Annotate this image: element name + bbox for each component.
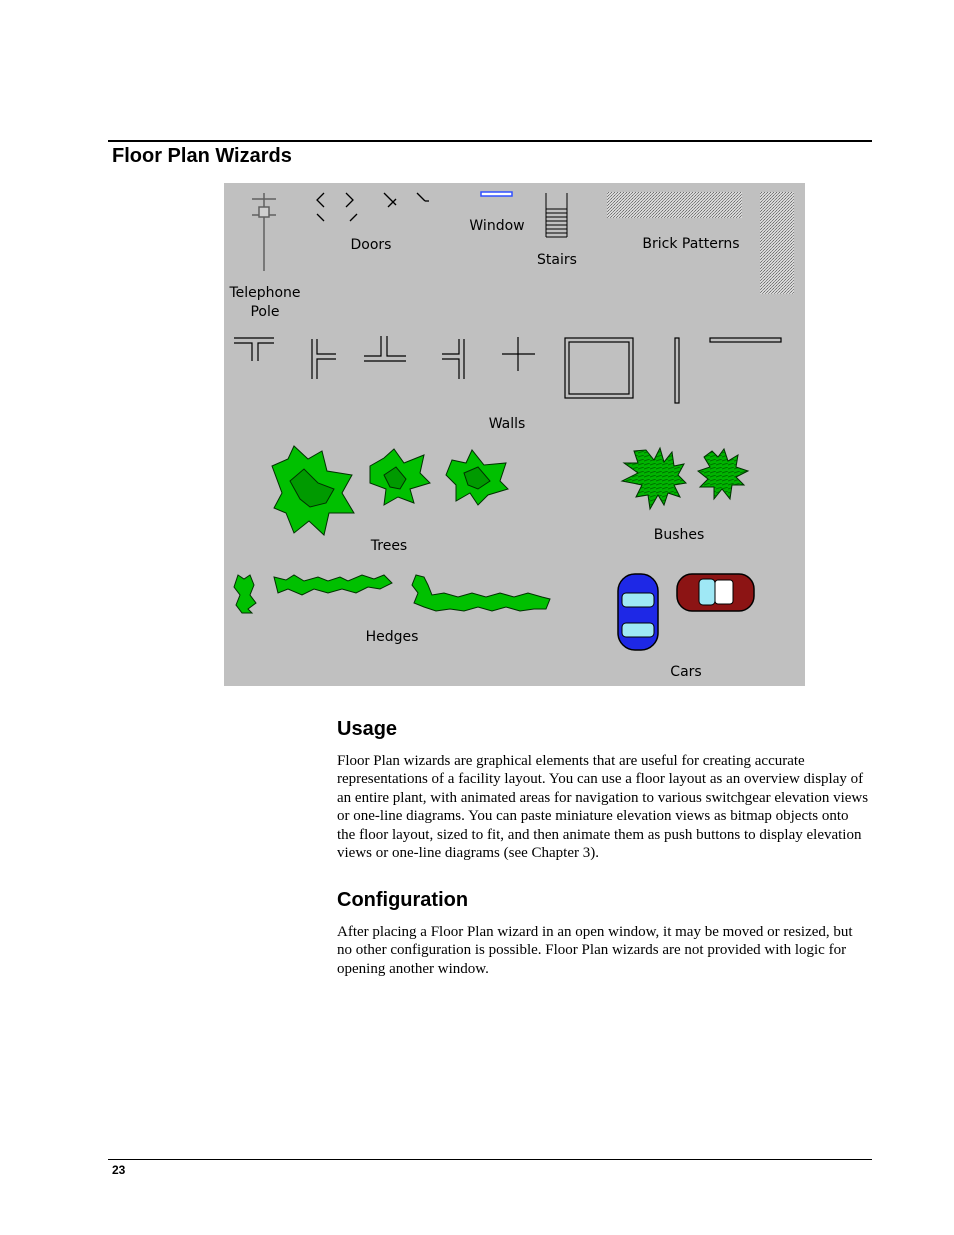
page-title: Floor Plan Wizards [112,145,292,167]
page-number: 23 [112,1163,126,1177]
floor-plan-figure [224,183,805,686]
cars-label: Cars [670,664,702,680]
hedges-label: Hedges [365,629,419,645]
usage-paragraph: Floor Plan wizards are graphical elements that are useful for creating accurate representations of a facility layout. You can use a floor layout as an overview display of an entire plant, with animated areas for navigation to various switchgear elevation views or one-line diagrams. You can paste miniature elevation views as bitmap objects onto the floor layout, sized to fit, and then animate them as push buttons to display elevation views or one-line diagrams (see Chapter 3). [337,753,869,862]
brick-patterns-label: Brick Patterns [642,236,740,252]
telephone-pole-label-1: Telephone [229,285,301,301]
window-label: Window [469,218,525,234]
stairs-label: Stairs [537,252,577,268]
configuration-heading: Configuration [337,889,469,911]
red-car-icon [677,574,754,611]
trees-label: Trees [370,538,408,554]
bottom-rule [108,1159,872,1160]
top-rule [108,140,872,142]
doors-label: Doors [350,237,392,253]
brick-pattern-horizontal [607,192,742,218]
walls-label: Walls [488,416,526,432]
bushes-label: Bushes [653,527,705,543]
usage-heading: Usage [337,718,398,740]
window-icon [481,192,512,196]
blue-car-icon [618,574,658,650]
telephone-pole-label-2: Pole [250,304,280,320]
brick-pattern-vertical [760,192,794,294]
configuration-paragraph: After placing a Floor Plan wizard in an open window, it may be moved or resized, but no other configuration is possible. Floor Plan wizards are not provided with logic for opening another window. [337,924,853,977]
